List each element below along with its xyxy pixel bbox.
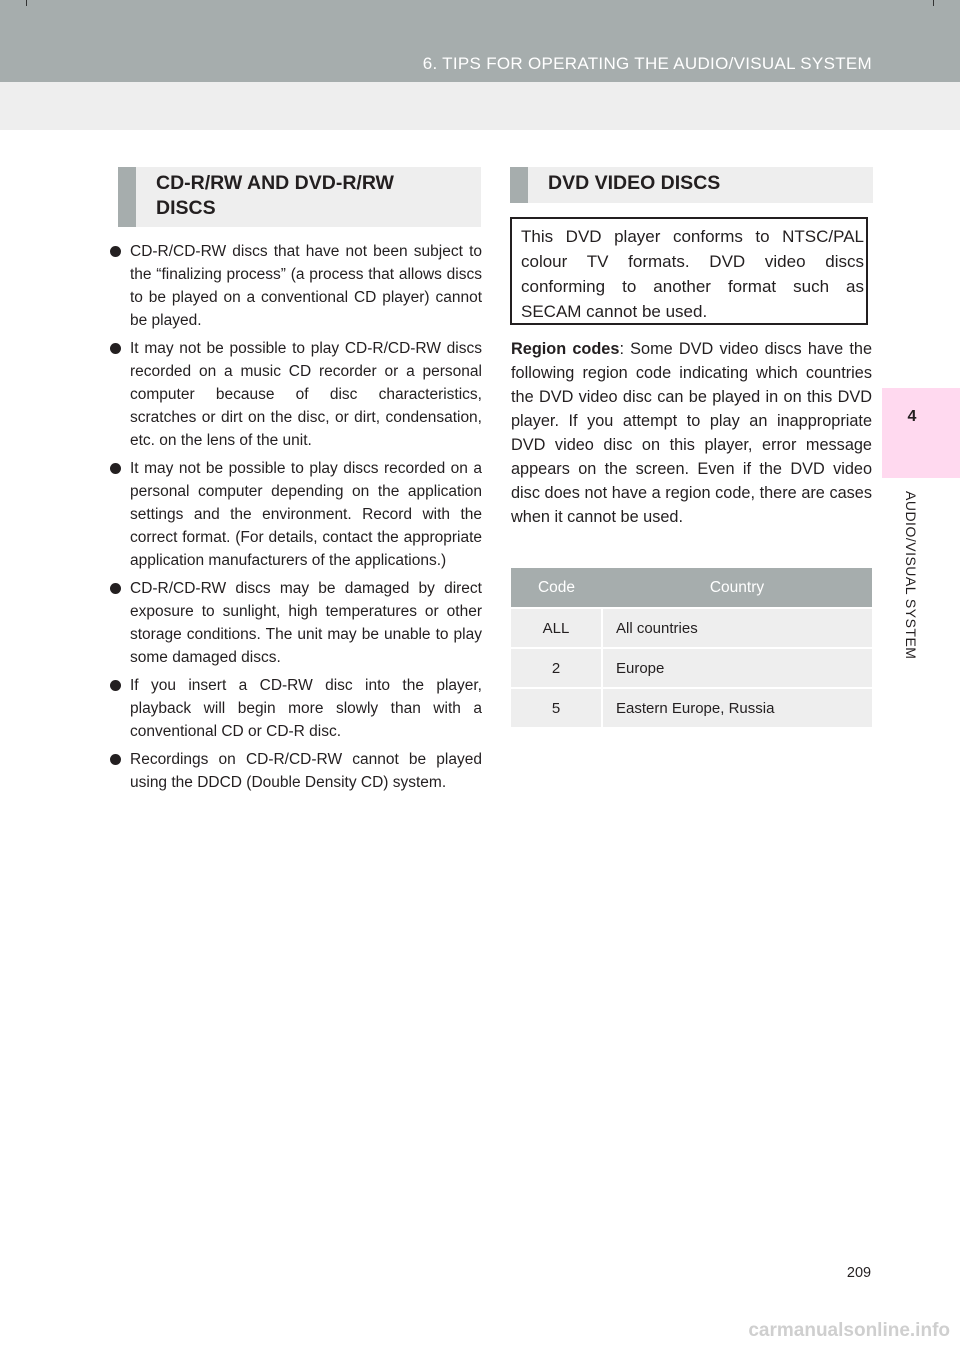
bullet-icon xyxy=(110,343,121,354)
bullet-icon xyxy=(110,246,121,257)
list-item: CD-R/CD-RW discs that have not been subject to the “finalizing process” (a process that allows discs to be played on a conventional CD player) cannot be played. xyxy=(110,240,482,332)
region-codes-body: : Some DVD video discs have the following region code indicating which countries the DVD video disc can be played in on this DVD player. If you attempt to play an inappropriate DVD video disc on this player, error message appears on the screen. Even if the DVD video disc does not have a region code, there are cases when it cannot be used. xyxy=(511,340,872,526)
country-cell: All countries xyxy=(602,608,872,648)
cd-rw-heading-text: CD-R/RW AND DVD-R/RW DISCS xyxy=(156,172,394,219)
chapter-number: 4 xyxy=(907,408,917,425)
heading-bar xyxy=(118,167,136,227)
watermark: carmanualsonline.info xyxy=(748,1320,950,1341)
bullet-icon xyxy=(110,583,121,594)
column-header-country: Country xyxy=(602,568,872,608)
table-row xyxy=(511,648,872,688)
bullet-icon xyxy=(110,463,121,474)
code-cell: ALL xyxy=(511,608,602,648)
crop-mark-left xyxy=(26,0,27,6)
column-header-code: Code xyxy=(511,568,602,608)
format-note-box: This DVD player conforms to NTSC/PAL colour TV formats. DVD video discs conforming to another format such as SECAM cannot be used. xyxy=(510,217,868,325)
page-number: 209 xyxy=(846,1265,872,1281)
dvd-heading-text: DVD VIDEO DISCS xyxy=(548,172,721,194)
list-item: CD-R/CD-RW discs may be damaged by direct exposure to sunlight, high temperatures or other storage conditions. The unit may be unable to play some damaged discs. xyxy=(110,577,482,669)
bullet-icon xyxy=(110,754,121,765)
list-item: If you insert a CD-RW disc into the player, playback will begin more slowly than with a conventional CD or CD-R disc. xyxy=(110,674,482,743)
region-codes-paragraph xyxy=(511,337,872,529)
list-item: It may not be possible to play discs recorded on a personal computer depending on the application settings and the environment. Record with the correct format. (For details, contact the appropriate application manufacturers of the applications.) xyxy=(110,457,482,572)
list-item: It may not be possible to play CD-R/CD-RW discs recorded on a music CD recorder or a personal computer because of disc characteristics, scratches or dirt on the disc, or dirt, condensation, etc. on the lens of the unit. xyxy=(110,337,482,452)
table-row xyxy=(511,608,872,648)
table-header-row xyxy=(511,568,872,608)
list-item: Recordings on CD-R/CD-RW cannot be played using the DDCD (Double Density CD) system. xyxy=(110,748,482,794)
country-cell: Eastern Europe, Russia xyxy=(602,688,872,727)
crop-mark-right xyxy=(933,0,934,6)
bullet-icon xyxy=(110,680,121,691)
region-codes-lead: Region codes xyxy=(511,340,620,358)
country-cell: Europe xyxy=(602,648,872,688)
region-code-table xyxy=(511,568,872,727)
code-cell: 2 xyxy=(511,648,602,688)
running-header: 6. TIPS FOR OPERATING THE AUDIO/VISUAL SYSTEM xyxy=(422,54,872,73)
header-fade xyxy=(0,82,960,130)
heading-bar xyxy=(510,167,528,203)
chapter-tab[interactable] xyxy=(882,388,960,478)
chapter-label: AUDIO/VISUAL SYSTEM xyxy=(903,491,919,660)
code-cell: 5 xyxy=(511,688,602,727)
cd-rw-section-heading xyxy=(118,167,481,227)
table-row xyxy=(511,688,872,727)
dvd-section-heading xyxy=(510,167,873,203)
cd-rw-bullet-list xyxy=(110,240,482,799)
